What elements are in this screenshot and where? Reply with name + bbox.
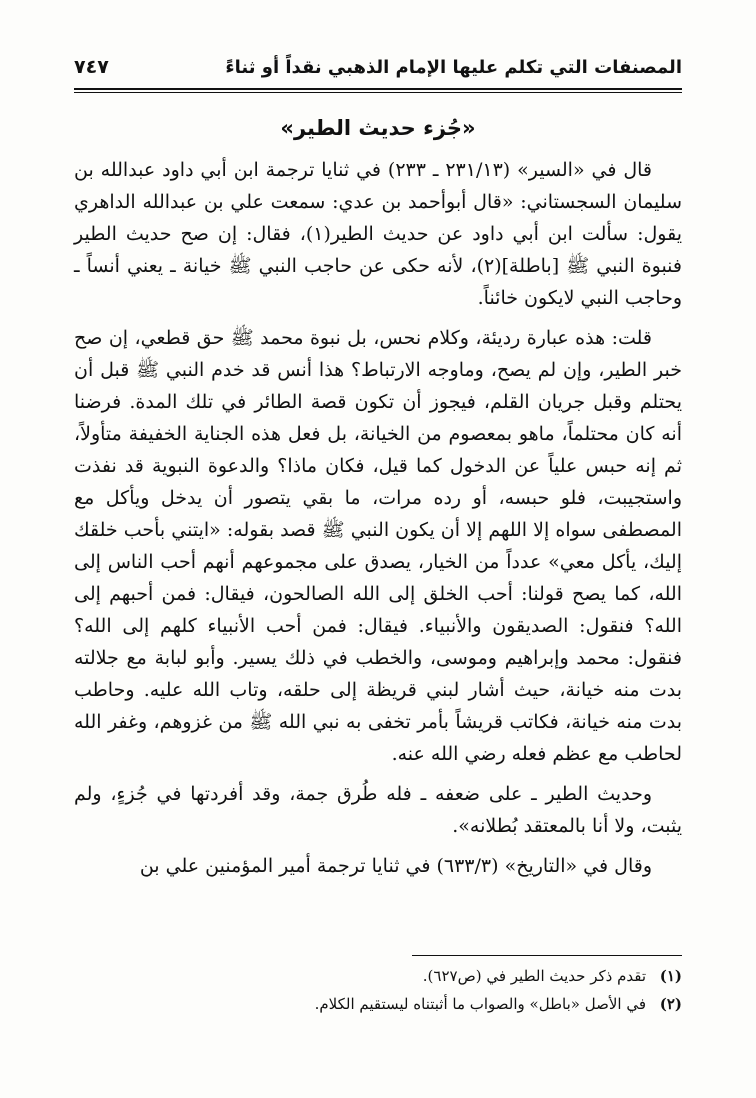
footnote-number: (٢) [659, 995, 682, 1013]
paragraph: وحديث الطير ـ على ضعفه ـ فله طُرق جمة، وقد أفردتها في جُزءٍ، ولم يثبت، ولا أنا بالمعتقد بُطلانه». [74, 783, 682, 837]
body-text [74, 154, 682, 890]
page-number: ٧٤٧ [74, 56, 109, 78]
running-title: المصنفات التي تكلم عليها الإمام الذهبي نقداً أو ثناءً [225, 56, 682, 78]
section-title: «جُزء حديث الطير» [280, 116, 476, 140]
header-rule-thin [74, 92, 682, 93]
footnote-text: في الأصل «باطل» والصواب ما أثبتناه ليستقيم الكلام. [314, 995, 646, 1013]
footnote-text: تقدم ذكر حديث الطير في (ص٦٢٧). [422, 967, 646, 985]
footnote-rule [412, 955, 682, 956]
running-header [74, 52, 682, 82]
footnote [74, 962, 682, 990]
footnote [74, 990, 682, 1018]
footnotes [74, 962, 682, 1018]
paragraph: قال في «السير» (٢٣١/١٣ ـ ٢٣٣) في ثنايا ترجمة ابن أبي داود عبدالله بن سليمان السجستاني: «قال أبوأحمد بن عدي: سمعت علي بن عبدالله الداهري يقول: سألت ابن أبي داود عن حديث الطير(١)، فقال: إن صح حديث الطير فنبوة النبي ﷺ [باطلة](٢)، لأنه حكى عن حاجب النبي ﷺ خيانة ـ يعني أنساً ـ وحاجب النبي لايكون خائناً. [74, 159, 682, 309]
paragraph: قلت: هذه عبارة رديئة، وكلام نحس، بل نبوة محمد ﷺ حق قطعي، إن صح خبر الطير، وإن لم يصح، وماوجه الارتباط؟ هذا أنس قد خدم النبي ﷺ قبل أن يحتلم وقبل جريان القلم، فيجوز أن تكون قصة الطائر في تلك المدة. فرضنا أنه كان محتلماً، ماهو بمعصوم من الخيانة، بل فعل هذه الجناية الخفيفة متأولاً، ثم إنه حبس علياً عن الدخول كما قيل، فكان ماذا؟ والدعوة النبوية قد نفذت واستجيبت، فلو حبسه، أو رده مرات، ما بقي يتصور أن يدخل ويأكل مع المصطفى سواه إلا اللهم إلا أن يكون النبي ﷺ قصد بقوله: «ايتني بأحب خلقك إليك، يأكل معي» عدداً من الخيار، يصدق على مجموعهم أنهم أحب الناس إلى الله، كما يصح قولنا: أحب الخلق إلى الله الصالحون، فيقال: فمن أحبهم إلى الله؟ فنقول: الصديقون والأنبياء. فيقال: فمن أحب الأنبياء كلهم إلى الله؟ فنقول: محمد وإبراهيم وموسى، والخطب في ذلك يسير. وأبو لبابة مع جلالته بدت منه خيانة، حيث أشار لبني قريظة إلى حلقه، وتاب الله عليه. وحاطب بدت منه خيانة، فكاتب قريشاً بأمر تخفى به نبي الله ﷺ من غزوهم، وغفر الله لحاطب مع عظم فعله رضي الله عنه. [74, 327, 682, 765]
footnote-number: (١) [659, 967, 682, 985]
header-rule [74, 88, 682, 90]
paragraph: وقال في «التاريخ» (٦٣٣/٣) في ثنايا ترجمة أمير المؤمنين علي بن [139, 855, 652, 877]
